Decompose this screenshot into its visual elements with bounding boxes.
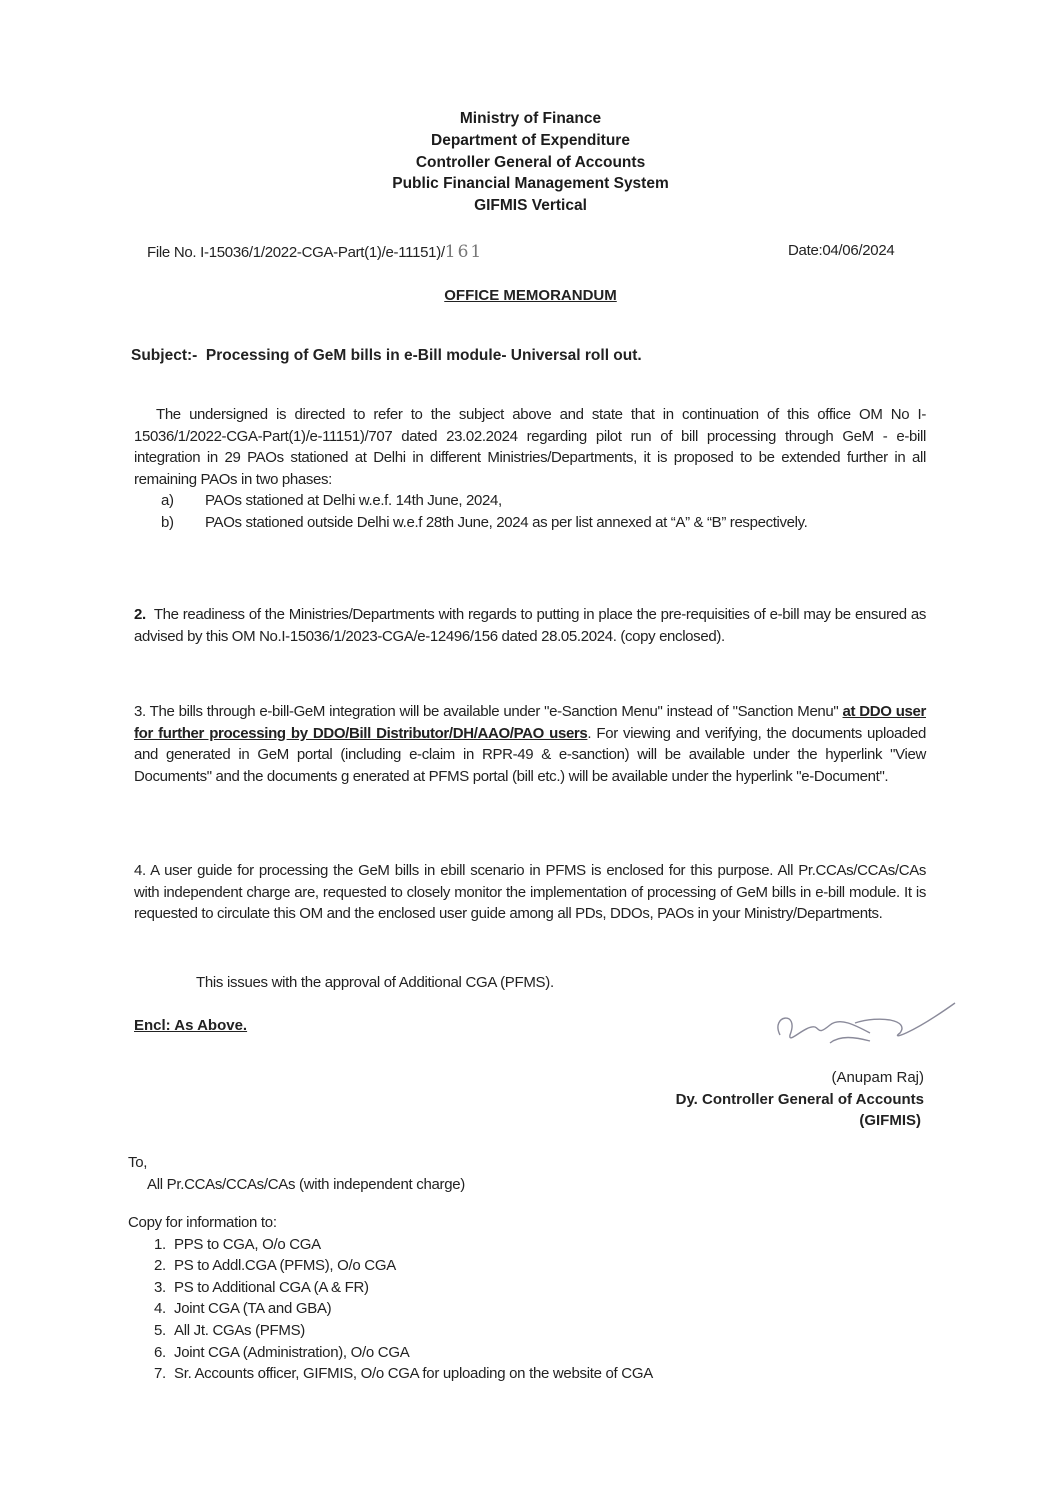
addressee <box>128 1152 465 1195</box>
header-line: Controller General of Accounts <box>415 153 646 171</box>
document-title: OFFICE MEMORANDUM <box>444 287 617 304</box>
paragraph-3-text: . For viewing and verifying, the documents uploaded and generated in GeM portal (including e-claim in RPR-49 & e-sanction) will be available under the hyperlink "View Documents" and the documents g enerated at PFMS portal (bill etc.) will be available under the hyperlink "e-Document". <box>134 724 926 785</box>
paragraph-3-emphasis: at DDO user for further processing by DDO/Bill Distributor/DH/AAO/PAO users <box>134 703 926 742</box>
handwritten-number: 161 <box>444 242 484 262</box>
list-item: 2. PS to Addl.CGA (PFMS), O/o CGA <box>154 1257 396 1275</box>
paragraph-3 <box>134 701 926 787</box>
signatory-designation: Dy. Controller General of Accounts <box>675 1090 924 1108</box>
list-item <box>134 490 926 512</box>
list-item: 7. Sr. Accounts officer, GIFMIS, O/o CGA for uploading on the website of CGA <box>154 1365 653 1383</box>
copy-list <box>128 1212 653 1385</box>
item-text: PS to Addl.CGA (PFMS), O/o CGA <box>174 1257 396 1275</box>
paragraph-2-text: The readiness of the Ministries/Departments with regards to putting in place the pre-requisities of e-bill may be ensured as advised by this OM No.I-15036/1/2023-CGA/e-12496/156 dated 28.05.2024. (copy enclosed). <box>134 606 926 645</box>
signature-block <box>600 1067 924 1132</box>
list-item: 4. Joint CGA (TA and GBA) <box>154 1300 332 1318</box>
header-line: Department of Expenditure <box>431 131 630 149</box>
paragraph-1-text: The undersigned is directed to refer to the subject above and state that in continuation of this office OM No I-15036/1/2022-CGA-Part(1)/e-11151)/707 dated 23.02.2024 regarding pilot run of bill processing through GeM - e-bill integration in 29 PAOs stationed at Delhi in different Ministries/Departments, it is proposed to be extended further in all remaining PAOs in two phases: <box>134 406 926 488</box>
subject: Subject:- Processing of GeM bills in e-Bill module- Universal roll out. <box>131 347 642 364</box>
item-text: PAOs stationed at Delhi w.e.f. 14th June, 2024, <box>205 492 502 510</box>
header-line: Public Financial Management System <box>392 175 669 193</box>
item-label: a) <box>161 492 174 510</box>
list-item: 1. PPS to CGA, O/o CGA <box>154 1235 321 1253</box>
list-item: 3. PS to Additional CGA (A & FR) <box>154 1278 369 1296</box>
approval-note: This issues with the approval of Additional CGA (PFMS). <box>196 974 554 991</box>
signature <box>760 995 960 1060</box>
file-number-text: File No. I-15036/1/2022-CGA-Part(1)/e-11151)/ <box>147 244 445 261</box>
item-text: Joint CGA (TA and GBA) <box>174 1300 332 1318</box>
copy-items <box>128 1234 653 1385</box>
signatory-unit: (GIFMIS) <box>859 1112 921 1130</box>
recipient: All Pr.CCAs/CCAs/CAs (with independent charge) <box>147 1175 466 1193</box>
date: Date:04/06/2024 <box>788 242 895 259</box>
paragraph-1 <box>134 404 926 534</box>
paragraph-3-text: 3. The bills through e-bill-GeM integration will be available under "e-Sanction Menu" instead of "Sanction Menu" <box>134 703 843 720</box>
list-item <box>134 512 926 534</box>
letterhead <box>0 108 1061 217</box>
item-label: b) <box>161 513 174 531</box>
item-text: Sr. Accounts officer, GIFMIS, O/o CGA for uploading on the website of CGA <box>174 1365 653 1383</box>
signatory-name: (Anupam Raj) <box>831 1069 924 1086</box>
paragraph-2 <box>134 604 926 647</box>
to-label: To, <box>128 1154 148 1171</box>
item-text: PPS to CGA, O/o CGA <box>174 1235 321 1253</box>
item-text: All Jt. CGAs (PFMS) <box>174 1321 305 1339</box>
enclosure: Encl: As Above. <box>134 1017 248 1034</box>
list-item: 5. All Jt. CGAs (PFMS) <box>154 1321 305 1339</box>
file-number <box>147 242 483 262</box>
header-line: GIFMIS Vertical <box>474 197 587 215</box>
list-item: 6. Joint CGA (Administration), O/o CGA <box>154 1343 410 1361</box>
paragraph-number: 2. <box>134 606 146 623</box>
paragraph-4: 4. A user guide for processing the GeM bills in ebill scenario in PFMS is enclosed for this purpose. All Pr.CCAs/CCAs/CAs with independent charge are, requested to closely monitor the implementation of processing of GeM bills in e-bill module. It is requested to circulate this OM and the enclosed user guide among all PDs, DDOs, PAOs in your Ministry/Departments. <box>134 862 926 923</box>
header-line: Ministry of Finance <box>459 110 602 127</box>
item-text: PAOs stationed outside Delhi w.e.f 28th June, 2024 as per list annexed at “A” & “B” respectively. <box>205 513 808 531</box>
item-text: PS to Additional CGA (A & FR) <box>174 1278 369 1296</box>
item-text: Joint CGA (Administration), O/o CGA <box>174 1343 410 1361</box>
copy-label: Copy for information to: <box>128 1214 277 1231</box>
